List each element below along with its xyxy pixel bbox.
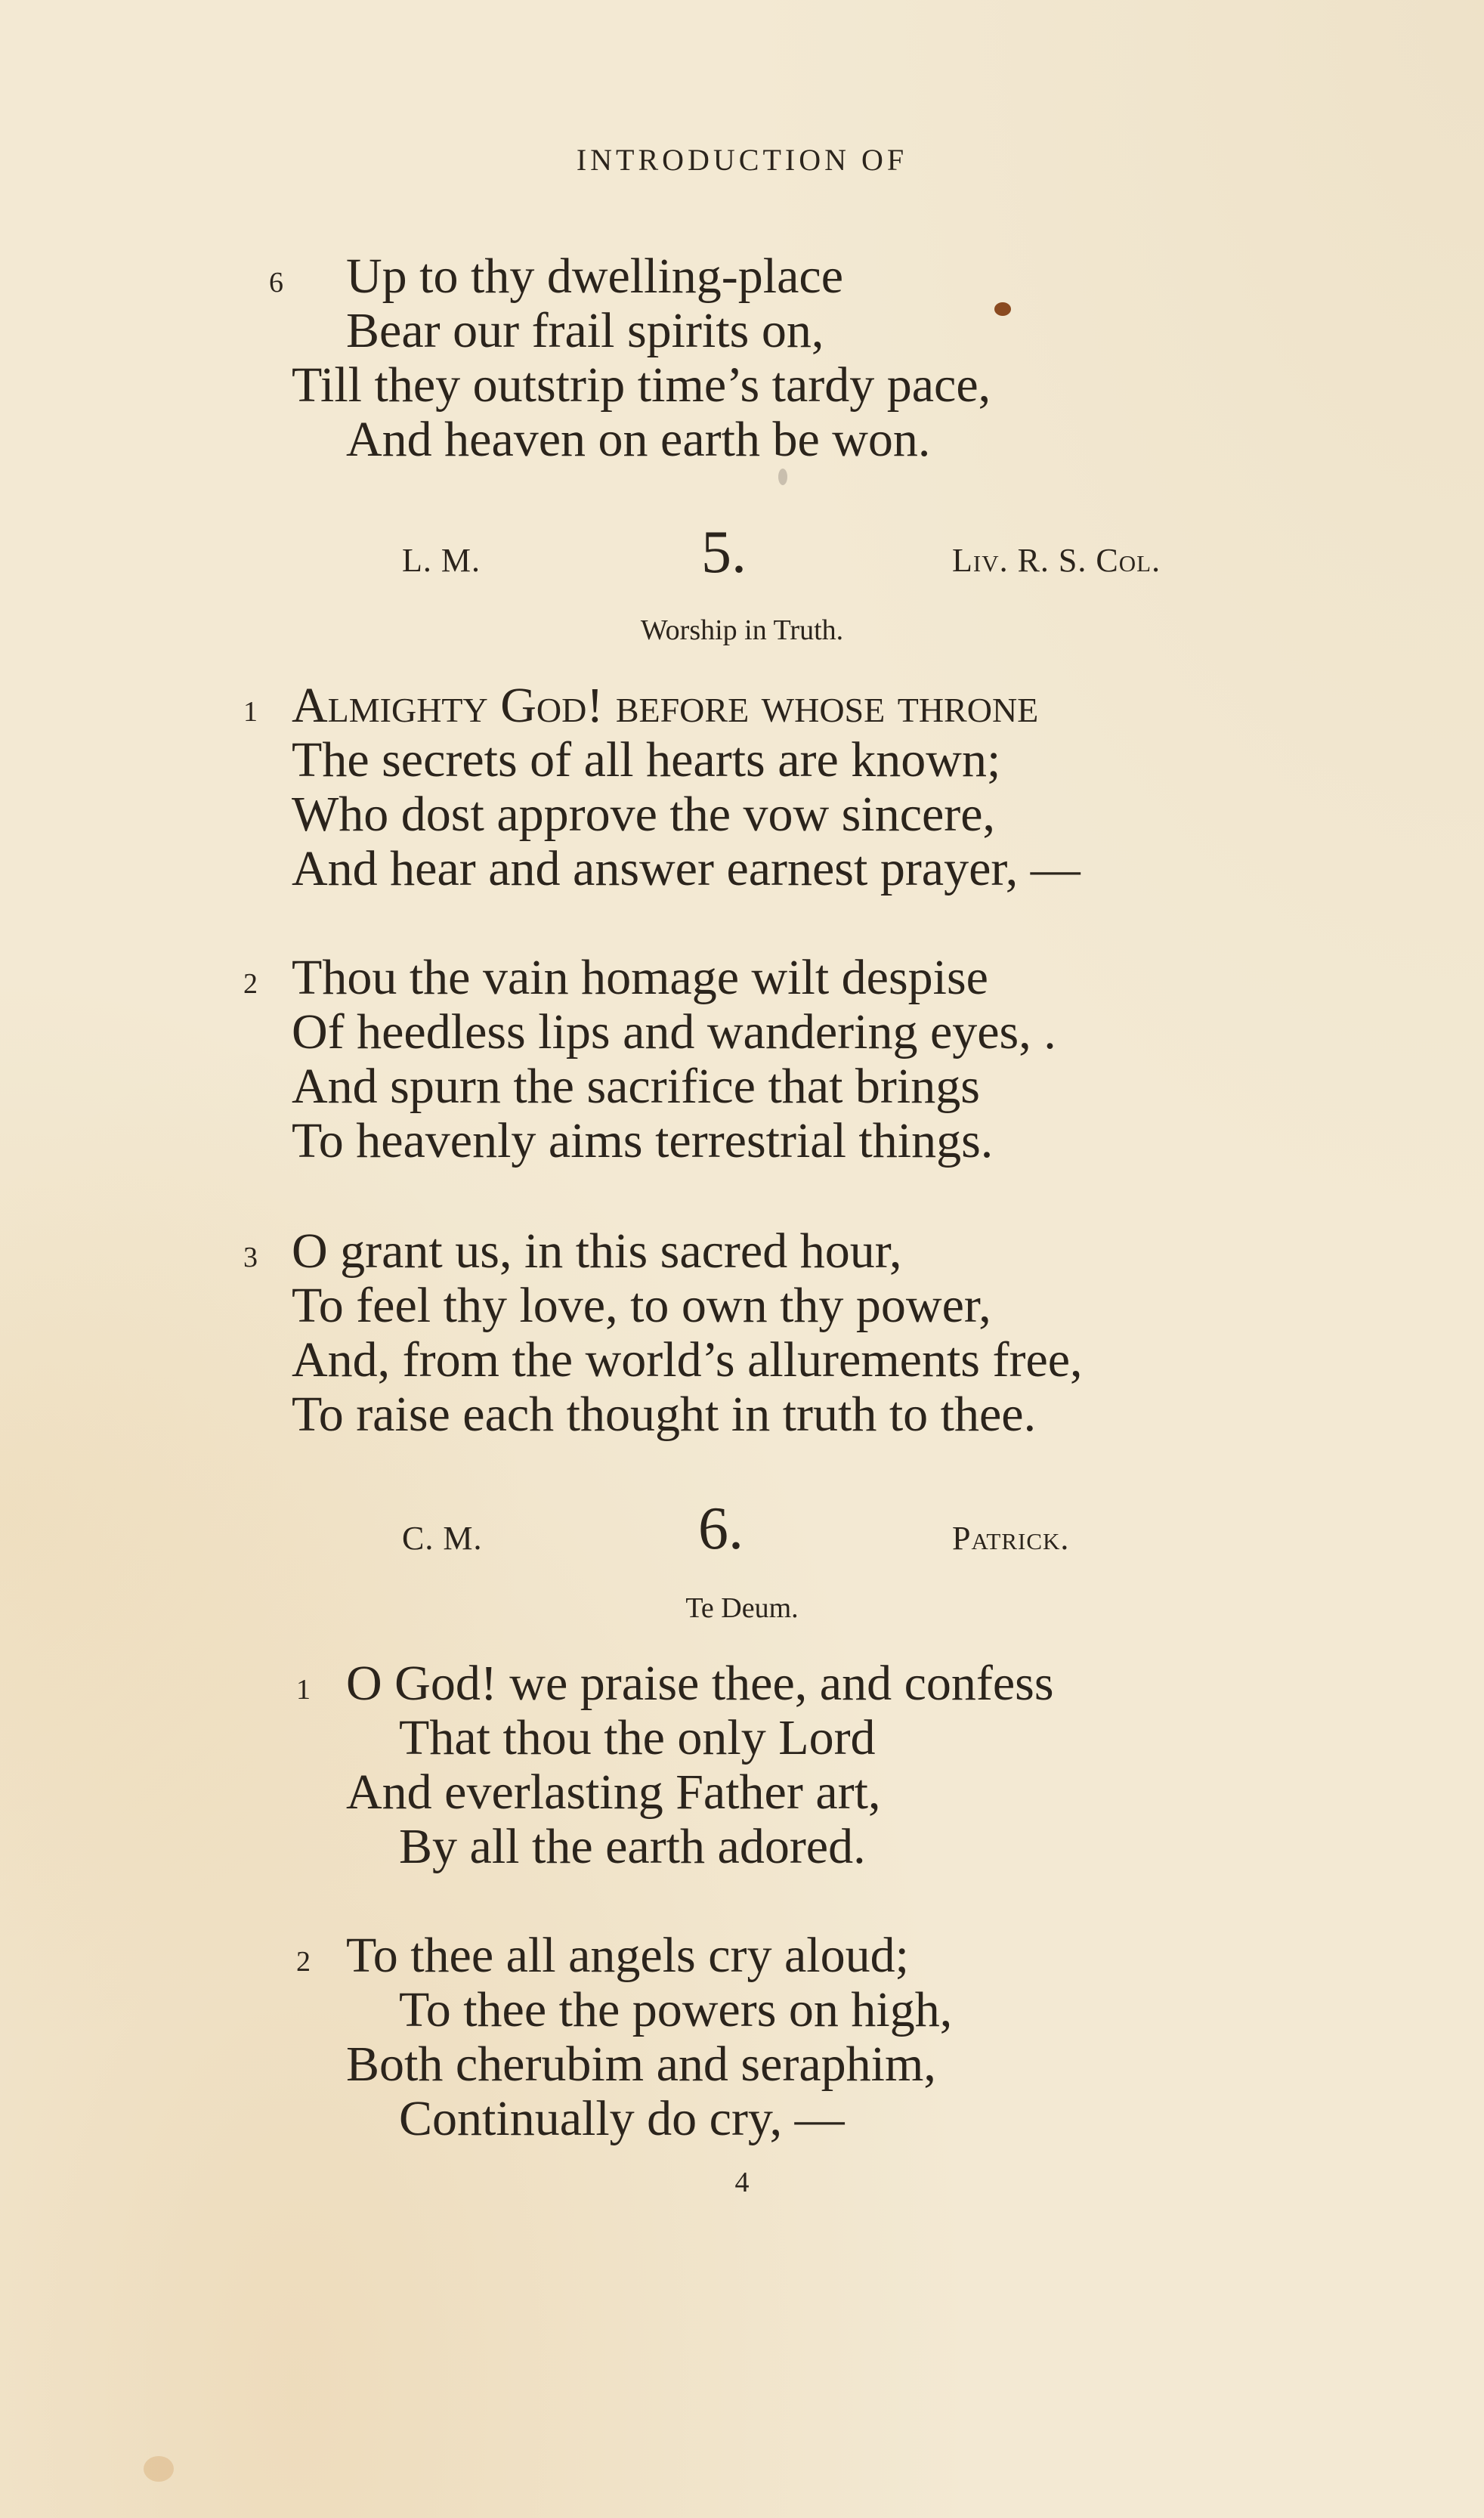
running-head: INTRODUCTION OF (576, 143, 908, 177)
verse-line: To heavenly aims terrestrial things. (292, 1113, 994, 1168)
verse-line: Till they outstrip time’s tardy pace, (292, 357, 991, 413)
stanza-number: 2 (296, 1946, 311, 1978)
verse-line: To feel thy love, to own thy power, (292, 1278, 991, 1333)
stanza-number: 6 (269, 267, 283, 299)
hymn-title: Te Deum. (685, 1592, 799, 1624)
verse-line: And everlasting Father art, (346, 1765, 881, 1820)
stanza-number: 3 (243, 1242, 258, 1273)
ink-blot (994, 302, 1011, 316)
hymn-title: Worship in Truth. (640, 614, 844, 646)
verse-line: And hear and answer earnest prayer, — (292, 841, 1081, 896)
verse-line: Of heedless lips and wandering eyes, . (292, 1004, 1056, 1059)
paper-spot (778, 469, 787, 485)
hymn-tune: Liv. R. S. Col. (952, 542, 1161, 579)
verse-line: Up to thy dwelling-place (346, 249, 844, 304)
verse-line: By all the earth adored. (399, 1819, 866, 1874)
hymn-number: 5. (701, 519, 747, 586)
verse-line: Thou the vain homage wilt despise (292, 950, 988, 1005)
page-number: 4 (734, 2167, 750, 2198)
verse-line: And heaven on earth be won. (346, 412, 931, 467)
verse-line: Who dost approve the vow sincere, (292, 787, 996, 842)
verse-line: To thee all angels cry aloud; (346, 1928, 909, 1983)
verse-line: Bear our frail spirits on, (346, 303, 824, 358)
hymn-meter: C. M. (402, 1520, 483, 1557)
stanza-number: 1 (243, 696, 258, 728)
verse-line: That thou the only Lord (399, 1710, 876, 1765)
verse-line: And, from the world’s allurements free, (292, 1332, 1083, 1387)
verse-line: Both cherubim and seraphim, (346, 2037, 936, 2092)
stanza-number: 1 (296, 1674, 311, 1706)
verse-line: O God! we praise thee, and confess (346, 1656, 1054, 1711)
verse-line: The secrets of all hearts are known; (292, 732, 1001, 787)
verse-line: Continually do cry, — (399, 2091, 845, 2146)
hymn-number: 6. (698, 1496, 744, 1562)
verse-line: O grant us, in this sacred hour, (292, 1223, 902, 1279)
stanza-number: 2 (243, 968, 258, 1000)
verse-line: To thee the powers on high, (399, 1982, 953, 2037)
hymn-meter: L. M. (402, 542, 481, 579)
paper-stain (144, 2456, 174, 2482)
verse-line: And spurn the sacrifice that brings (292, 1059, 980, 1114)
verse-line: To raise each thought in truth to thee. (292, 1387, 1037, 1442)
verse-line: Almighty God! before whose throne (292, 678, 1039, 733)
hymn-tune: Patrick. (952, 1520, 1070, 1557)
